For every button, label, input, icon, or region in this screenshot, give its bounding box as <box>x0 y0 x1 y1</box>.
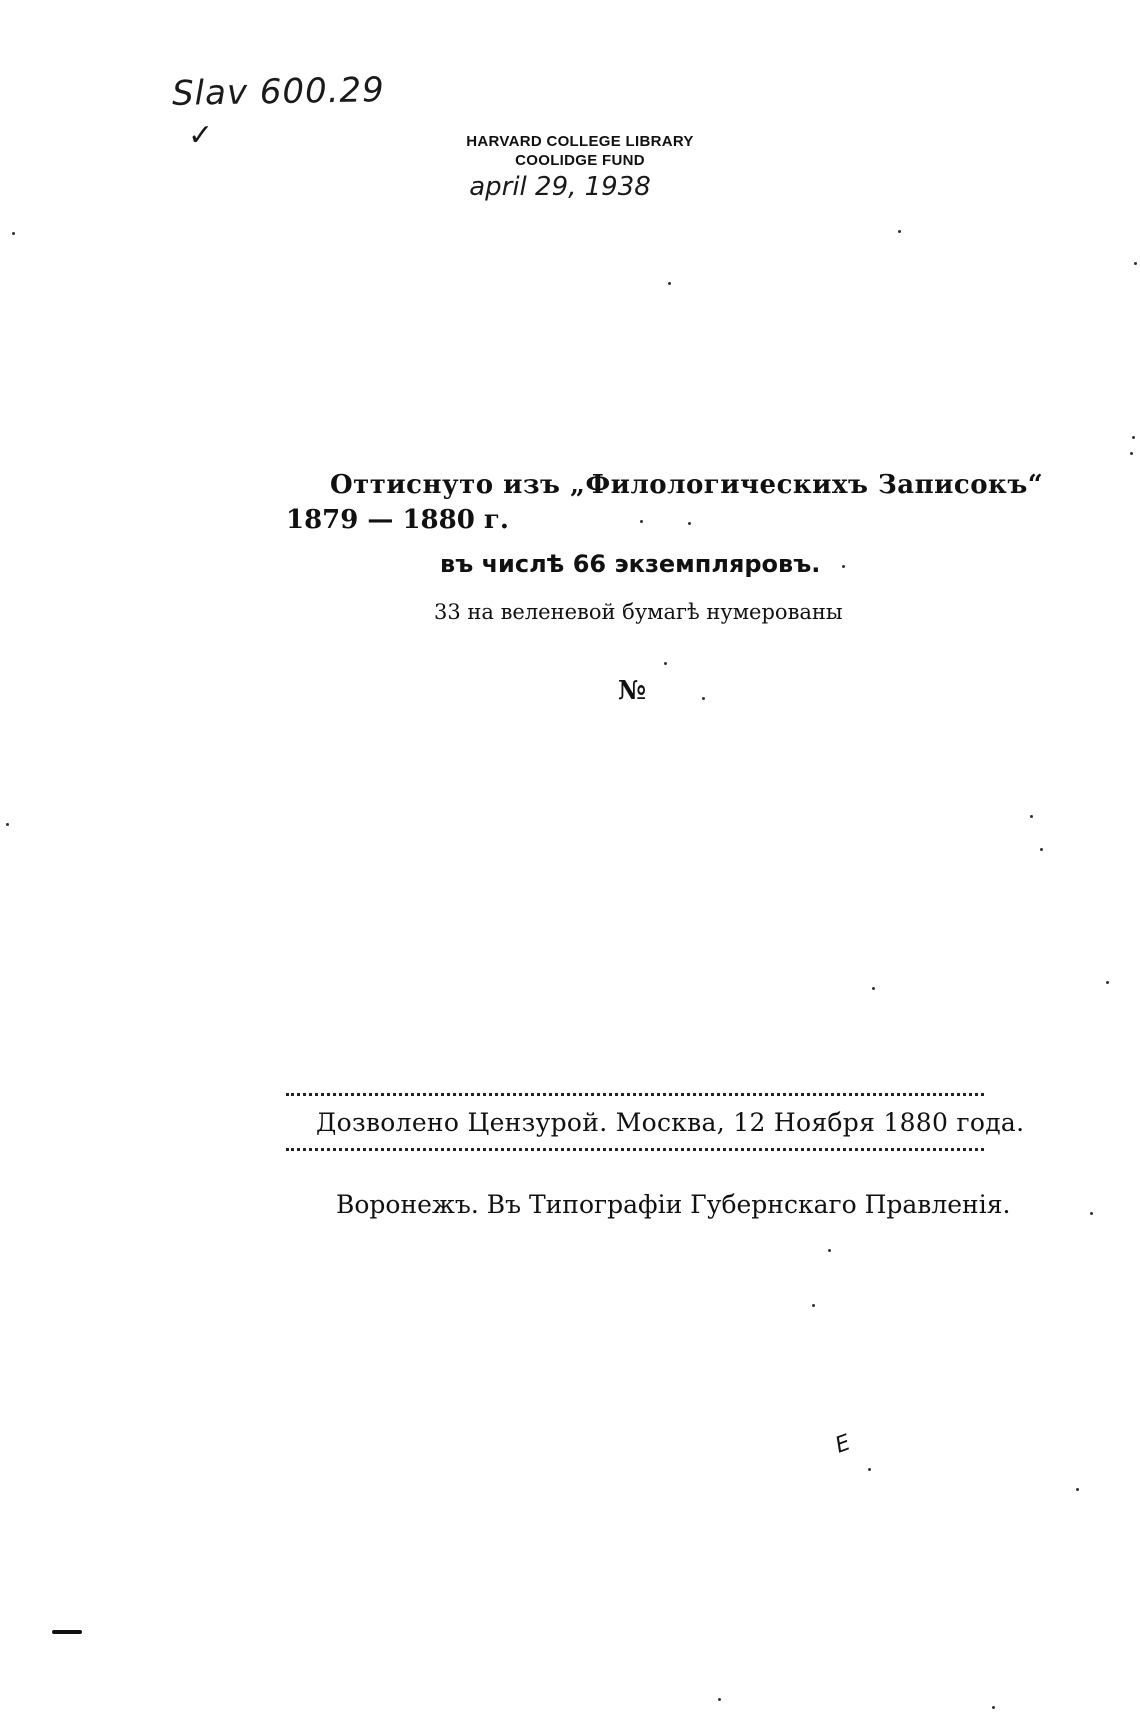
scan-speck <box>1130 452 1133 455</box>
scan-speck <box>702 697 705 700</box>
scan-speck <box>992 1706 995 1709</box>
margin-letter-mark: E <box>832 1430 854 1459</box>
scan-speck <box>1030 815 1033 818</box>
scan-speck <box>1040 848 1043 851</box>
scan-speck <box>718 1698 721 1701</box>
scan-speck <box>668 282 671 285</box>
dotted-rule-top <box>286 1093 984 1096</box>
scan-speck <box>898 230 901 233</box>
margin-dash-mark <box>52 1630 82 1634</box>
scan-speck <box>868 1468 871 1471</box>
handwritten-call-number: Slav 600.29 <box>171 70 386 114</box>
copy-number-sign: № <box>618 676 647 706</box>
dotted-rule-bottom <box>286 1148 984 1151</box>
scan-speck <box>6 823 9 826</box>
scan-speck <box>664 662 667 665</box>
stamp-library-name: HARVARD COLLEGE LIBRARY <box>466 133 694 150</box>
scan-speck <box>842 565 845 568</box>
scan-speck <box>1076 1488 1079 1491</box>
scan-speck <box>1106 981 1109 984</box>
vellum-paper-line: 33 на веленевой бумагѣ нумерованы <box>434 600 843 624</box>
check-mark-icon: ✓ <box>188 118 214 153</box>
offprint-source-line: Оттиснуто изъ „Филологическихъ Записокъ“ <box>330 470 1044 500</box>
censorship-approval: Дозволено Цензурой. Москва, 12 Ноября 1880 года. <box>316 1108 1025 1137</box>
scan-speck <box>828 1249 831 1252</box>
scan-speck <box>12 232 15 235</box>
stamp-handwritten-date: april 29, 1938 <box>469 172 651 202</box>
copies-count-line: въ числѣ 66 экземпляровъ. <box>440 550 821 578</box>
scan-speck <box>1132 436 1135 439</box>
scan-speck <box>1134 262 1137 265</box>
scan-speck <box>640 520 643 523</box>
offprint-years-line: 1879 — 1880 г. <box>286 505 509 535</box>
scan-speck <box>812 1304 815 1307</box>
library-stamp <box>430 132 730 202</box>
stamp-fund-name: COOLIDGE FUND <box>515 152 645 169</box>
scan-speck <box>688 522 691 525</box>
printer-imprint: Воронежъ. Въ Типографіи Губернскаго Правленія. <box>336 1190 1011 1219</box>
scan-speck <box>1090 1212 1093 1215</box>
scan-speck <box>872 987 875 990</box>
